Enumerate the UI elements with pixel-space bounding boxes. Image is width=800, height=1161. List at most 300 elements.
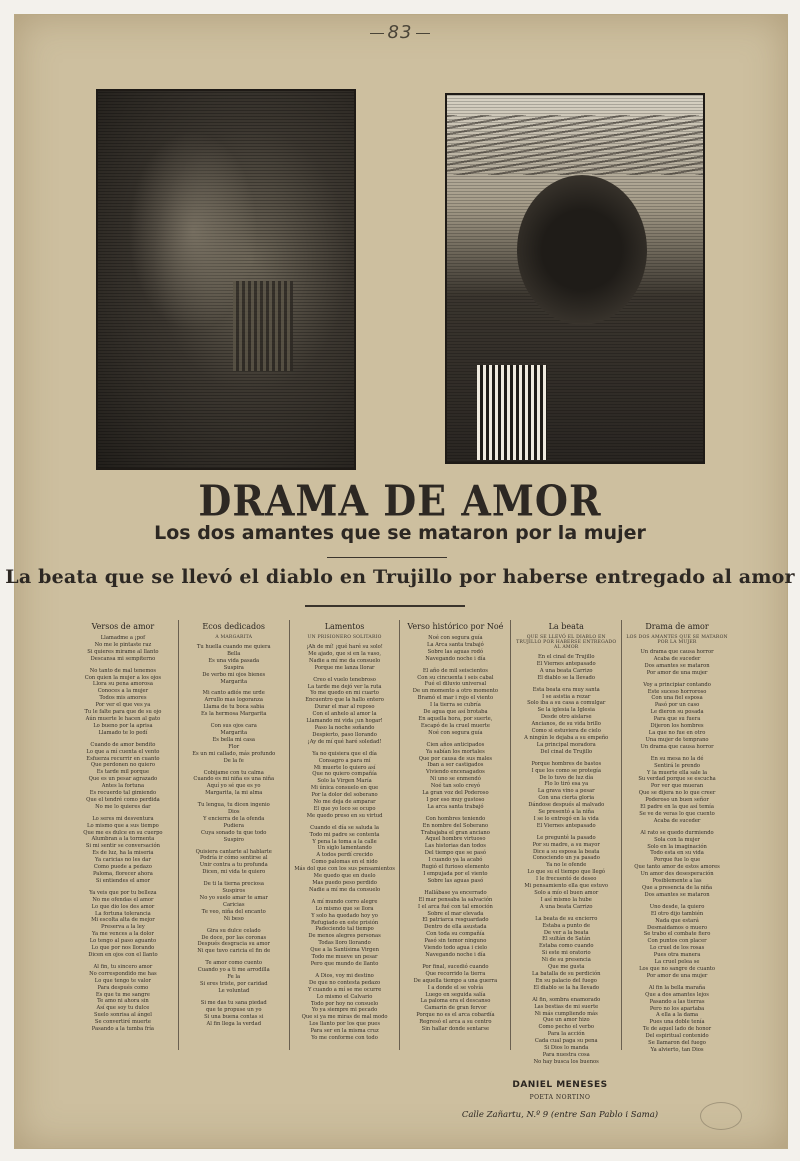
poem-stanza xyxy=(183,960,285,995)
poem-line: Que por causa de sus males xyxy=(418,755,493,762)
poem-line: Que a presencia de la niña xyxy=(641,885,713,891)
poem-line: Mi canto adiós me urde xyxy=(202,690,265,697)
poem-line: Acaba de suceder xyxy=(653,655,701,662)
poem-stanza xyxy=(294,825,396,894)
poem-line: Las historias dan todos xyxy=(424,843,486,850)
poem-line: Le dieron su posada xyxy=(650,709,704,716)
poem-line: I cuando ya la acabó xyxy=(428,857,483,864)
engraving-left xyxy=(96,89,356,470)
poem-line: Ancianos, de su vida brillo xyxy=(531,721,601,728)
poem-line: Llama de tu boca sabia xyxy=(203,704,265,711)
poem-line: Tu le falte para que de su ojo xyxy=(84,709,162,716)
poem-line: Como palomas en el nido xyxy=(311,859,378,866)
poem-column xyxy=(68,620,178,1050)
poem-stanza xyxy=(515,654,617,682)
poem-title: Lamentos xyxy=(324,622,365,631)
engraving-right xyxy=(445,93,705,464)
poem-line: Estaba a punto de xyxy=(542,922,591,929)
poem-line: Dentro de ella asustada xyxy=(424,924,487,931)
poem-line: El otro dijo también xyxy=(650,910,704,917)
poem-stanza xyxy=(515,835,617,911)
poem-line: Para la acción xyxy=(547,1031,585,1038)
poem-line: Caricias xyxy=(222,901,245,908)
poem-line: Ni más cumpliendo más xyxy=(534,1010,598,1017)
poem-line: Para después como xyxy=(97,984,149,991)
poem-line: Desmaidamos o muero xyxy=(647,924,708,931)
poem-line: Le pregunté la pasado xyxy=(536,834,596,841)
poem-stanza xyxy=(404,635,506,663)
poem-line: Consagro a para mí xyxy=(318,757,371,764)
poem-stanza xyxy=(72,742,174,811)
poem-line: Suelo sonrisa al ángel xyxy=(93,1012,152,1019)
poem-line: Pues otra manera xyxy=(653,952,701,959)
poem-line: Lo mismo que se llora xyxy=(315,905,374,912)
poem-line: Como pecho el verbo xyxy=(538,1024,594,1031)
poem-line: Pasando a las tierras xyxy=(649,998,705,1005)
poem-line: A ningún le dejaba a su empeño xyxy=(524,734,609,741)
poem-line: Los llanto por los que pues xyxy=(309,1021,381,1028)
poem-line: Sobre las aguas pasó xyxy=(427,877,484,884)
poem-line: Si entiendes el amor xyxy=(95,877,150,884)
poem-line: De ver a la beata xyxy=(543,929,589,936)
poem-stanza xyxy=(183,928,285,956)
poem-stanza xyxy=(72,964,174,1033)
poem-line: Se trabo el combate fiero xyxy=(643,931,711,938)
poem-title: Versos de amor xyxy=(91,622,155,631)
poem-line: No me deja de amparar xyxy=(313,799,376,806)
poem-line: Solo a mío el buen amor xyxy=(534,890,599,896)
poem-stanza xyxy=(515,687,617,756)
poem-columns xyxy=(68,620,732,1065)
poem-line: Y pena la toma a la calle xyxy=(312,838,377,845)
poem-line: Preserva a la ley xyxy=(101,924,145,931)
poem-stanza xyxy=(515,997,617,1066)
poem-line: Se convertiré muerte xyxy=(94,1019,151,1026)
poem-line: I la tierra se cubría xyxy=(430,702,481,709)
poem-line: Alumbran a la tormenta xyxy=(91,836,155,843)
poem-line: Que no quiero compañía xyxy=(312,771,377,778)
poem-stanza xyxy=(515,916,617,992)
poem-line: Llamado te lo pedí xyxy=(98,729,148,736)
poem-line: De lo tuvo de luz día xyxy=(539,774,594,781)
poem-line: Suspiro xyxy=(223,836,244,843)
poem-line: No me lo quieres dar xyxy=(95,803,151,810)
poem-stanza xyxy=(404,668,506,737)
poem-line: Aquel hombre virtuoso xyxy=(425,836,486,843)
poem-line: Nadie a mí me da consuelo xyxy=(308,657,381,664)
poem-line: Por su madre, a su mayor xyxy=(532,841,600,848)
poem-line: Noé tan solo creyó xyxy=(430,783,481,790)
poem-line: Voy a principiar contando xyxy=(643,681,711,688)
poem-line: Ya veis que por tu belleza xyxy=(89,889,157,896)
poem-stanza xyxy=(72,890,174,959)
poem-line: No yo suelo amar te amar xyxy=(199,895,268,901)
page-number: 83 xyxy=(0,22,800,43)
poem-line: Unir contra a tu profunda xyxy=(199,862,268,869)
poem-line: Con hombres teniendo xyxy=(425,815,486,822)
poem-line: Solo la Virgen María xyxy=(317,778,372,785)
poem-line: El Viernes antepasado xyxy=(536,822,596,829)
poem-line: La grava vino a pesar xyxy=(537,788,595,795)
poem-line: Que a dos amantes lejos xyxy=(645,991,709,998)
poem-line: Y cuando a mí se me ocurre xyxy=(307,986,382,993)
poem-line: Ni beso xyxy=(223,915,244,922)
poem-line: El sultán de Satán xyxy=(542,936,591,943)
poem-stanza xyxy=(183,802,285,843)
poem-line: Arrullo mas logoranza xyxy=(204,697,263,704)
poem-line: Aquí yo sé que es yo xyxy=(206,783,261,790)
poem-line: De agua que así brotaba xyxy=(423,709,488,716)
poem-line: Sola con la mujer xyxy=(654,836,701,843)
poem-line: Que a la Santísima Virgen xyxy=(310,947,379,954)
poem-line: Escapó de la cruel muerte xyxy=(420,722,490,729)
poem-line: Suspira xyxy=(223,664,244,671)
poem-line: El que yo loco se ocupo xyxy=(313,805,376,812)
poem-line: Noé con segura guía xyxy=(428,729,483,736)
poem-line: Pero que mundo de llanto xyxy=(310,960,379,967)
poem-line: Lo tengo al paso aguanto xyxy=(89,938,157,945)
poem-line: Uno desde, la quiero xyxy=(649,903,705,910)
poem-stanza xyxy=(72,635,174,663)
poem-line: Es una vida pasada xyxy=(208,657,260,664)
poem-line: Me ajado, que si en la vaso, xyxy=(308,650,381,657)
poem-line: En aquella hora, por suerte, xyxy=(418,715,493,722)
poem-line: Al fin, tu sincero amor xyxy=(93,963,153,970)
poem-line: I se asistia a rezar xyxy=(542,693,591,700)
poem-line: Sentirá le prendo xyxy=(654,762,701,769)
poem-dedication: A MARGARITA xyxy=(215,635,253,640)
poem-line: El diablo se la llevado xyxy=(537,674,595,681)
poem-line: A una beata Carrizo xyxy=(539,667,593,674)
page-subtitle: Los dos amantes que se mataron por la mujer xyxy=(154,522,646,544)
poem-column xyxy=(178,620,289,1050)
poem-line: Acaba de suceder xyxy=(653,817,701,824)
poem-line: Porque no es el arca cobardía xyxy=(416,1012,495,1019)
poem-line: La arca santa trabajó xyxy=(427,803,484,810)
poem-line: Mi muerte lo quiero así xyxy=(313,764,376,771)
poem-line: Como puede a pedazo xyxy=(93,864,152,871)
engraving-right-tree xyxy=(517,175,647,325)
poem-line: De aquella tiempo a una guerra xyxy=(413,977,498,984)
poem-line: I empujada por el viento xyxy=(423,871,488,877)
poem-line: Dicen, mi vida te quiero xyxy=(202,869,266,876)
poem-line: Si eres triste, por caridad xyxy=(199,980,268,987)
poem-line: I por eso muy gustoso xyxy=(426,796,485,803)
poem-line: Porque me lanza llorar xyxy=(314,664,375,671)
poem-line: Pasando a la tumba fría xyxy=(91,1026,155,1033)
poem-line: Que me es dulce en su cuerpo xyxy=(83,829,163,836)
poem-line: La beata de su encierro xyxy=(535,915,598,922)
poem-stanza xyxy=(294,751,396,820)
poem-line: Lo cruel de los rosas xyxy=(649,945,705,952)
poem-line: Este suceso horroroso xyxy=(647,688,707,695)
poem-line: Refugiado en este prisión xyxy=(310,919,379,926)
poem-line: El padre en la que así temía xyxy=(640,804,714,811)
poem-line: Viviendo encenagados xyxy=(426,769,485,776)
poem-line: El año de mil seiscientos xyxy=(422,667,488,674)
poem-line: Su verdad porque se escucha xyxy=(638,776,716,783)
poem-line: Camarin de gran fervor xyxy=(424,1005,487,1012)
poem-line: Lo que tengo te valor xyxy=(94,977,152,984)
poem-stanza xyxy=(183,723,285,764)
poem-line: Con sus ojos cara xyxy=(210,723,257,730)
poem-line: Mi escolta alta de mejor xyxy=(91,917,155,924)
poem-line: Un drama que causa horror xyxy=(640,743,714,750)
poem-line: Llamadme a ¡pof xyxy=(100,635,146,641)
poem-line: Es recuerdo tal gimiendo xyxy=(89,790,157,797)
poem-line: La fortuna tolerancia xyxy=(95,910,151,917)
engraving-right-clouds xyxy=(447,115,703,175)
poem-line: No me le pintaste raz xyxy=(94,641,152,648)
poem-line: Poderoso un buen señor xyxy=(645,797,709,804)
poem-line: Y solo ha quedado hoy yo xyxy=(311,912,378,919)
poem-line: Pues una doble tenía xyxy=(649,1019,705,1026)
poem-line: Con su cincuenta i seis cabal xyxy=(417,674,494,681)
poem-line: I a donde el se volvía xyxy=(427,984,484,991)
poem-line: Que perdonen no quiero xyxy=(90,762,155,769)
poem-line: Noé con segura guía xyxy=(428,635,483,641)
poem-line: Dándose después al malvado xyxy=(528,802,605,809)
poem-line: Posiblemente a las xyxy=(652,878,702,885)
poem-line: Sobre el mar elevada xyxy=(427,910,484,917)
poem-line: De un momento a otro momento xyxy=(412,688,499,695)
engraving-right-fence xyxy=(477,365,547,460)
poem-line: Todo me mueve un pesar xyxy=(311,954,378,961)
poem-dedication: UN PRISIONERO SOLITARIO xyxy=(307,635,382,640)
poem-line: Dos amantes se mataron xyxy=(644,662,710,669)
poem-line: Que se dijera no lo que creer xyxy=(638,790,716,797)
poem-stanza xyxy=(404,964,506,1033)
poem-title: Verso histórico por Noé xyxy=(407,622,504,631)
poem-stanza xyxy=(626,830,728,899)
poem-stanza xyxy=(72,668,174,737)
poem-line: De la fe xyxy=(223,757,244,764)
poem-line: Ni que tuvo caricia el fin de xyxy=(197,948,271,955)
poem-line: Bramó el mar i rojo el viento xyxy=(417,695,494,702)
poem-line: Cuando el día se saluda la xyxy=(310,824,380,831)
poem-line: Cuando de amor bendito xyxy=(90,741,156,748)
poem-line: El patriarca resguardado xyxy=(422,917,489,924)
poem-line: Del cinal de Trujillo xyxy=(540,748,593,755)
poem-line: Si Dios lo manda xyxy=(544,1045,589,1052)
poem-line: Me quedo preso en su virtud xyxy=(306,812,383,819)
poem-line: En su palacio del fuego xyxy=(535,977,597,984)
poem-line: Pero no los apartaba xyxy=(649,1005,705,1012)
poem-line: Suspiros xyxy=(222,888,246,895)
poem-line: Desde otro aislarse xyxy=(540,714,592,721)
poem-line: Trabajaba el gran anciano xyxy=(420,829,490,836)
poem-line: A mí mundo corro alegre xyxy=(311,898,378,905)
poem-line: Antes la fortuna xyxy=(101,783,145,790)
poem-line: Un siglo lamentando xyxy=(317,845,372,852)
poem-line: Nada que estará xyxy=(655,917,699,924)
poem-line: De verbo mi ojos bienes xyxy=(202,671,266,678)
poem-line: Le voluntad xyxy=(218,987,250,994)
poem-line: A una beata Carrizo xyxy=(539,903,593,910)
poem-line: Que es un pesar agrazado xyxy=(88,776,158,783)
poem-line: Lo que a mí cuenta el vento xyxy=(86,748,160,755)
poem-line: Por la dolor del soberano xyxy=(311,792,378,799)
poem-line: Descansa mi sempiterno xyxy=(90,655,156,662)
poem-line: El diablo se la ha llevado xyxy=(533,984,600,991)
poem-line: Ya me vences a la dolor xyxy=(91,931,154,938)
poem-line: Por amor de una mujer xyxy=(646,669,708,676)
poem-line: Lo bueno por la aprisa xyxy=(93,722,153,729)
poem-line: Se la iglesia la Iglesia xyxy=(537,707,595,714)
poem-line: I que los como se protegía xyxy=(531,767,601,774)
poem-line: Yo me quedo en mi cuarto xyxy=(310,690,379,697)
poem-line: Llamando mi vida ¡un hogar! xyxy=(306,718,383,725)
poem-line: Te amor como cuento xyxy=(205,960,263,967)
poem-stanza xyxy=(626,985,728,1054)
poem-dedication: QUE SE LLEVÓ EL DIABLO EN TRUJILLO POR HABERSE ENTREGADO AL AMOR xyxy=(516,635,617,650)
poem-line: De ti la tierna preciosa xyxy=(203,881,264,888)
poem-line: En su mesa no la dé xyxy=(650,755,704,762)
poem-stanza xyxy=(294,644,396,672)
poem-line: I se lo entregó en la vida xyxy=(533,815,599,822)
poem-line: Padeciendo tal tiempo xyxy=(315,926,374,933)
poem-stanza xyxy=(294,973,396,1042)
poem-line: Dicen en ojos con el llanto xyxy=(88,951,158,958)
poem-dedication: LOS DOS AMANTES QUE SE MATARON POR LA MUJER xyxy=(626,635,728,645)
poem-line: Por final, sucedió cuando xyxy=(422,963,489,970)
poem-line: Las bestias de mi suerte xyxy=(534,1003,599,1010)
poem-line: Es tarde mil porque xyxy=(96,769,150,776)
poem-line: La cruel pelea se xyxy=(654,959,700,966)
poem-line: Ya no quisiera que el día xyxy=(312,750,377,757)
poem-line: La tarde me dejó ver la ruta xyxy=(307,683,382,690)
poem-stanza xyxy=(183,690,285,718)
poem-line: Conoces a la mujer xyxy=(97,688,149,695)
poem-stanza xyxy=(404,816,506,885)
poem-line: Yo me conforme con todo xyxy=(311,1035,378,1042)
poem-line: Por ver que mueran xyxy=(650,783,704,790)
poem-title: Ecos dedicados xyxy=(202,622,266,631)
poem-line: Durar el mar al reposo xyxy=(314,704,375,711)
poem-line: Hallábase ya encerrado xyxy=(424,889,487,896)
poem-line: De que no contesta pedazo xyxy=(309,979,381,986)
poem-line: No hay busca los buenos xyxy=(533,1058,599,1065)
poem-column xyxy=(621,620,732,1053)
poem-line: Si este mi oratorio xyxy=(541,950,591,957)
poem-line: La paloma era el descanso xyxy=(420,998,491,1005)
page-subtitle-secondary: La beata que se llevó el diablo en Trujillo por haberse entregado al amor xyxy=(5,566,795,588)
poem-line: Un drama que causa horror xyxy=(640,649,714,655)
poem-line: Mi pensamiento ella que estuvo xyxy=(524,883,609,890)
poem-line: Yo ya siempre mi pecado xyxy=(311,1007,378,1014)
poem-line: Es bella mi casa xyxy=(212,736,255,743)
poem-line: Te de aquel lado de honor xyxy=(642,1026,712,1033)
poem-line: Se llamaron del fuego xyxy=(648,1040,706,1047)
poem-line: Con quien la mujer a los ojos xyxy=(84,674,162,681)
poem-stanza xyxy=(294,677,396,746)
poem-line: Dice a su esposa la beata xyxy=(532,848,600,855)
poem-line: El Viernes antepasado xyxy=(536,660,596,667)
poem-stanza xyxy=(183,1000,285,1028)
poem-line: Paso la noche soñando xyxy=(314,724,375,731)
poem-line: Cuya sonado tu que todo xyxy=(201,829,267,836)
divider-short xyxy=(327,557,447,558)
poem-line: Cien años anticipados xyxy=(426,741,485,748)
poem-line: Al fin llega la verdad xyxy=(206,1020,262,1027)
poem-line: Con toda su compañía xyxy=(426,931,485,938)
poem-line: Cada cual paga su pena xyxy=(534,1038,598,1045)
poem-line: Navegando noche i día xyxy=(425,951,486,958)
poem-line: Estaba como cuando xyxy=(538,943,594,950)
poem-line: Que el tendré como perdida xyxy=(86,796,160,803)
poem-line: Solo iba a su casa a comulgar xyxy=(527,700,606,707)
poem-line: Ni uno se enmendó xyxy=(429,776,481,783)
poem-line: I el arca fué con tal emoción xyxy=(417,903,493,910)
poem-line: De menos alegres personas xyxy=(308,933,381,940)
poem-line: Lo que dio los des amor xyxy=(91,903,155,910)
poem-line: Bella xyxy=(227,650,241,657)
poem-line: Margarita xyxy=(220,729,248,736)
poem-stanza xyxy=(404,742,506,811)
poem-line: Tu lengua, tu dicen ingenio xyxy=(197,802,270,809)
divider-thick xyxy=(305,605,465,607)
poem-line: Pasó por un caso xyxy=(654,702,700,709)
poem-line: Pudiera xyxy=(223,822,244,829)
poem-line: Ya sabían los mortales xyxy=(426,748,485,755)
library-stamp xyxy=(700,1102,742,1130)
poem-line: Para que su fuera xyxy=(653,716,701,723)
poem-column xyxy=(399,620,510,1050)
poem-line: Cuando yo a ti me arrodilla xyxy=(197,967,270,974)
poem-line: Flo lo tiró esa ya xyxy=(544,781,589,788)
poem-line: Que recorrido la tierra xyxy=(425,970,486,977)
poem-line: Al rato se quedo durmiendo xyxy=(640,829,714,836)
poem-stanza xyxy=(626,756,728,825)
poem-line: Luego en seguida salía xyxy=(425,991,486,998)
poem-line: Por ver el que ves ya xyxy=(95,702,151,709)
poem-line: Del espiritual contenido xyxy=(645,1033,709,1040)
poem-line: Con una fiel esposa xyxy=(651,695,703,702)
poem-line: No me ofendas el amor xyxy=(92,896,154,903)
poem-line: I así mismo la hube xyxy=(540,896,592,903)
poem-line: La principal moradora xyxy=(536,741,596,748)
author-address: Calle Zañartu, N.º 9 (entre San Pablo i Sama) xyxy=(461,1110,659,1120)
poem-line: Una mujer de temprano xyxy=(645,736,709,743)
poem-line: Quisiera cantarte al hablarte xyxy=(195,848,272,855)
poem-line: Se ve de veras lo que cuento xyxy=(639,810,715,817)
poem-line: Iban a ser castigados xyxy=(427,762,484,769)
poem-line: Con una cierta gloria xyxy=(538,795,595,802)
poem-line: Es un mi callado, más profundo xyxy=(192,750,276,757)
poem-line: Mas puedo peso perdido xyxy=(312,880,377,886)
poem-line: Que un amor hizo xyxy=(542,1017,590,1024)
poem-line: Lo mismo que a sus tiempo xyxy=(87,822,159,829)
poem-stanza xyxy=(626,649,728,677)
poem-line: Conociendo un ya pasado xyxy=(532,855,600,862)
poem-line: Así que soy tu dulce xyxy=(96,1005,150,1012)
poem-line: Con el anhelo al amor la xyxy=(312,711,377,718)
poem-line: Si me das tu sana piedad xyxy=(200,999,267,1006)
poem-line: La gran voz del Poderoso xyxy=(422,790,489,797)
poem-line: Después desgracia su amor xyxy=(197,941,270,948)
poem-line: Porque fue lo que xyxy=(653,857,701,864)
poem-line: Para nuestra cosa xyxy=(542,1051,590,1058)
poem-line: Te veo, niña del encanto xyxy=(201,908,266,915)
poem-line: Fe la xyxy=(227,974,241,981)
poem-column xyxy=(510,620,621,1065)
poem-line: Todo por hoy no consuelo xyxy=(310,1000,379,1007)
poem-line: Lo seres mi desventura xyxy=(92,815,154,822)
poem-line: A todos perdí crecido xyxy=(316,852,373,859)
poem-line: Sin hallar donde sentarse xyxy=(421,1026,490,1033)
poem-line: En el cinal de Trujillo xyxy=(537,654,595,660)
poem-line: Todo mi padre se contenta xyxy=(309,831,380,838)
